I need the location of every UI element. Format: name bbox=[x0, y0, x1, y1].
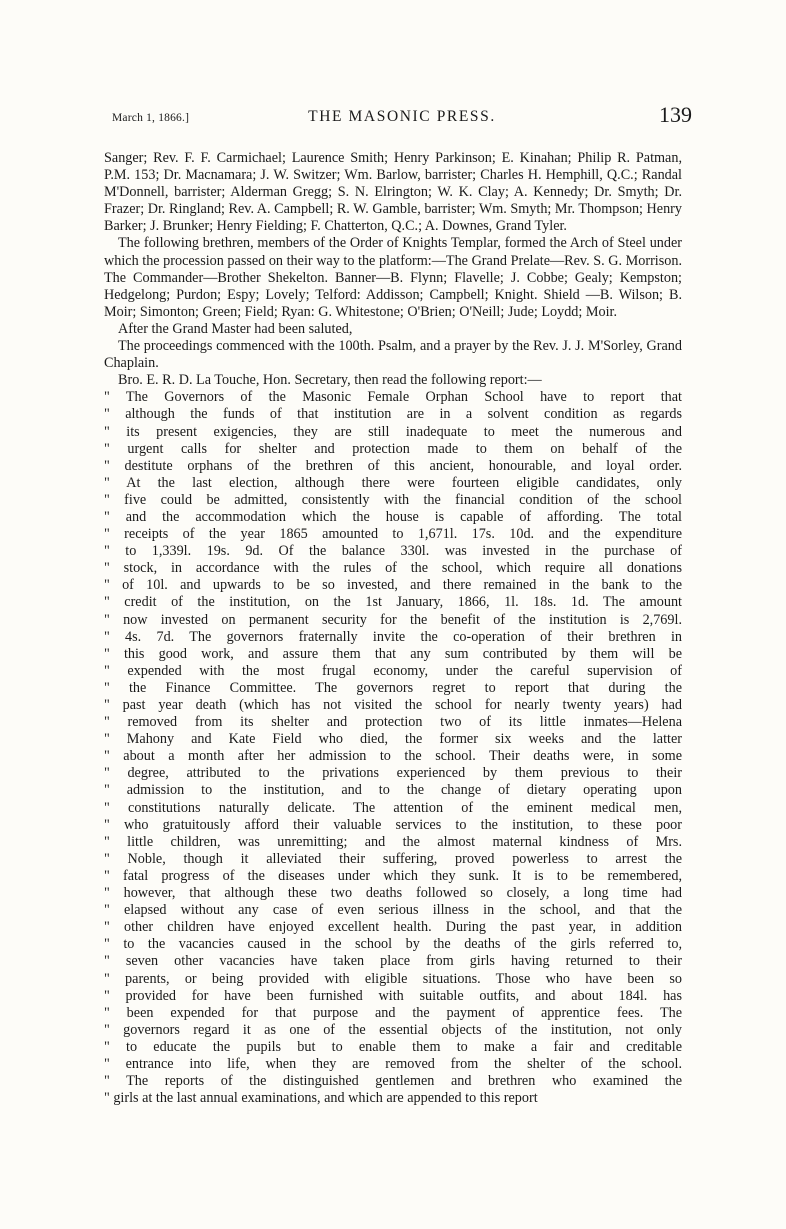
report-line: " little children, was unremitting; and the almost maternal kindness of Mrs. bbox=[104, 833, 682, 850]
report-line: " The Governors of the Masonic Female Orphan School have to report that bbox=[104, 389, 682, 406]
knights-templar-paragraph: The following brethren, members of the Order of Knights Templar, formed the Arch of Steel under which the procession passed on their way to the platform:—The Grand Prelate—Rev. S. G. Morrison. The Commander—Brother Shekelton. Banner—B. Flynn; Flavelle; J. Cobbe; Gealy; Kempston; Hedgelong; Purdon; Espy; Lovely; Telford: Addisson; Campbell; Knight. Shield —B. Wilson; B. Moir; Simonton; Green; Field; Ryan: G. Whitestone; O'Brien; O'Neill; Jude; Loydd; Moir. bbox=[104, 235, 682, 320]
header-date: March 1, 1866.] bbox=[112, 112, 190, 124]
report-line: " seven other vacancies have taken place from girls having returned to their bbox=[104, 953, 682, 970]
page-number: 139 bbox=[659, 102, 692, 127]
report-line: " of 10l. and upwards to be so invested, and there remained in the bank to the bbox=[104, 577, 682, 594]
report-line: " about a month after her admission to the school. Their deaths were, in some bbox=[104, 748, 682, 765]
report-line: " At the last election, although there were fourteen eligible candidates, only bbox=[104, 474, 682, 491]
report-line: " Noble, though it alleviated their suffering, proved powerless to arrest the bbox=[104, 850, 682, 867]
report-line: " 4s. 7d. The governors fraternally invite the co-operation of their brethren in bbox=[104, 628, 682, 645]
report-line: " five could be admitted, consistently with the financial condition of the school bbox=[104, 491, 682, 508]
report-line: " entrance into life, when they are removed from the shelter of the school. bbox=[104, 1055, 682, 1072]
report-line: " parents, or being provided with eligible situations. Those who have been so bbox=[104, 970, 682, 987]
report-line: " receipts of the year 1865 amounted to 1,671l. 17s. 10d. and the expenditure bbox=[104, 526, 682, 543]
report-line: " to 1,339l. 19s. 9d. Of the balance 330l. was invested in the purchase of bbox=[104, 543, 682, 560]
report-line: " elapsed without any case of even serious illness in the school, and that the bbox=[104, 902, 682, 919]
report-line: " who gratuitously afford their valuable services to the institution, to these poor bbox=[104, 816, 682, 833]
report-line: " removed from its shelter and protection two of its little inmates—Helena bbox=[104, 714, 682, 731]
report-line: " girls at the last annual examinations, and which are appended to this report bbox=[104, 1090, 538, 1107]
report-line: " to the vacancies caused in the school by the deaths of the girls referred to, bbox=[104, 936, 682, 953]
report-line: " fatal progress of the diseases under which they sunk. It is to be remembered, bbox=[104, 867, 682, 884]
report-line: " its present exigencies, they are still inadequate to meet the numerous and bbox=[104, 423, 682, 440]
report-line: " destitute orphans of the brethren of this ancient, honourable, and loyal order. bbox=[104, 457, 682, 474]
report-quotation bbox=[104, 389, 682, 1107]
report-line: " to educate the pupils but to enable them to make a fair and creditable bbox=[104, 1038, 682, 1055]
journal-title: THE MASONIC PRESS. bbox=[308, 108, 496, 125]
report-line: " although the funds of that institution are in a solvent condition as regards bbox=[104, 406, 682, 423]
report-line: " the Finance Committee. The governors regret to report that during the bbox=[104, 679, 682, 696]
report-line: " The reports of the distinguished gentlemen and brethren who examined the bbox=[104, 1073, 682, 1090]
report-line: " this good work, and assure them that any sum contributed by them will be bbox=[104, 645, 682, 662]
report-line: " governors regard it as one of the essential objects of the institution, not only bbox=[104, 1021, 682, 1038]
article-body bbox=[104, 150, 682, 1107]
salute-paragraph: After the Grand Master had been saluted, bbox=[118, 320, 353, 337]
report-line: " expended with the most frugal economy, under the careful supervision of bbox=[104, 662, 682, 679]
proceedings-paragraph: The proceedings commenced with the 100th. Psalm, and a prayer by the Rev. J. J. M'Sorley, Grand Chaplain. bbox=[104, 338, 682, 372]
secretary-paragraph: Bro. E. R. D. La Touche, Hon. Secretary, then read the following report:— bbox=[118, 372, 542, 389]
report-line: " stock, in accordance with the rules of the school, which require all donations bbox=[104, 560, 682, 577]
attendees-paragraph: Sanger; Rev. F. F. Carmichael; Laurence Smith; Henry Parkinson; E. Kinahan; Philip R. Patman, P.M. 153; Dr. Macnamara; J. W. Switzer; Wm. Barlow, barrister; Charles H. Hemphill, Q.C.; Randal M'Donnell, barrister; Alderman Gregg; S. N. Elrington; W. K. Clay; A. Kennedy; Dr. Smyth; Dr. Frazer; Dr. Ringland; Rev. A. Campbell; R. W. Gamble, barrister; Wm. Smyth; Mr. Thompson; Henry Barker; J. Brunker; Henry Fielding; F. Chatterton, Q.C.; A. Downes, Grand Tyler. bbox=[104, 150, 682, 235]
running-head bbox=[112, 104, 692, 132]
report-line: " credit of the institution, on the 1st January, 1866, 1l. 18s. 1d. The amount bbox=[104, 594, 682, 611]
report-line: " constitutions naturally delicate. The attention of the eminent medical men, bbox=[104, 799, 682, 816]
report-line: " now invested on permanent security for the benefit of the institution is 2,769l. bbox=[104, 611, 682, 628]
report-line: " provided for have been furnished with suitable outfits, and about 184l. has bbox=[104, 987, 682, 1004]
report-line: " Mahony and Kate Field who died, the former six weeks and the latter bbox=[104, 731, 682, 748]
report-line: " however, that although these two deaths followed so closely, a long time had bbox=[104, 885, 682, 902]
report-line: " and the accommodation which the house is capable of affording. The total bbox=[104, 508, 682, 525]
report-line: " admission to the institution, and to the change of dietary operating upon bbox=[104, 782, 682, 799]
report-line: " degree, attributed to the privations experienced by them previous to their bbox=[104, 765, 682, 782]
report-line: " urgent calls for shelter and protection made to them on behalf of the bbox=[104, 440, 682, 457]
report-line: " other children have enjoyed excellent health. During the past year, in addition bbox=[104, 919, 682, 936]
report-line: " been expended for that purpose and the payment of apprentice fees. The bbox=[104, 1004, 682, 1021]
report-line: " past year death (which has not visited the school for nearly twenty years) had bbox=[104, 697, 682, 713]
